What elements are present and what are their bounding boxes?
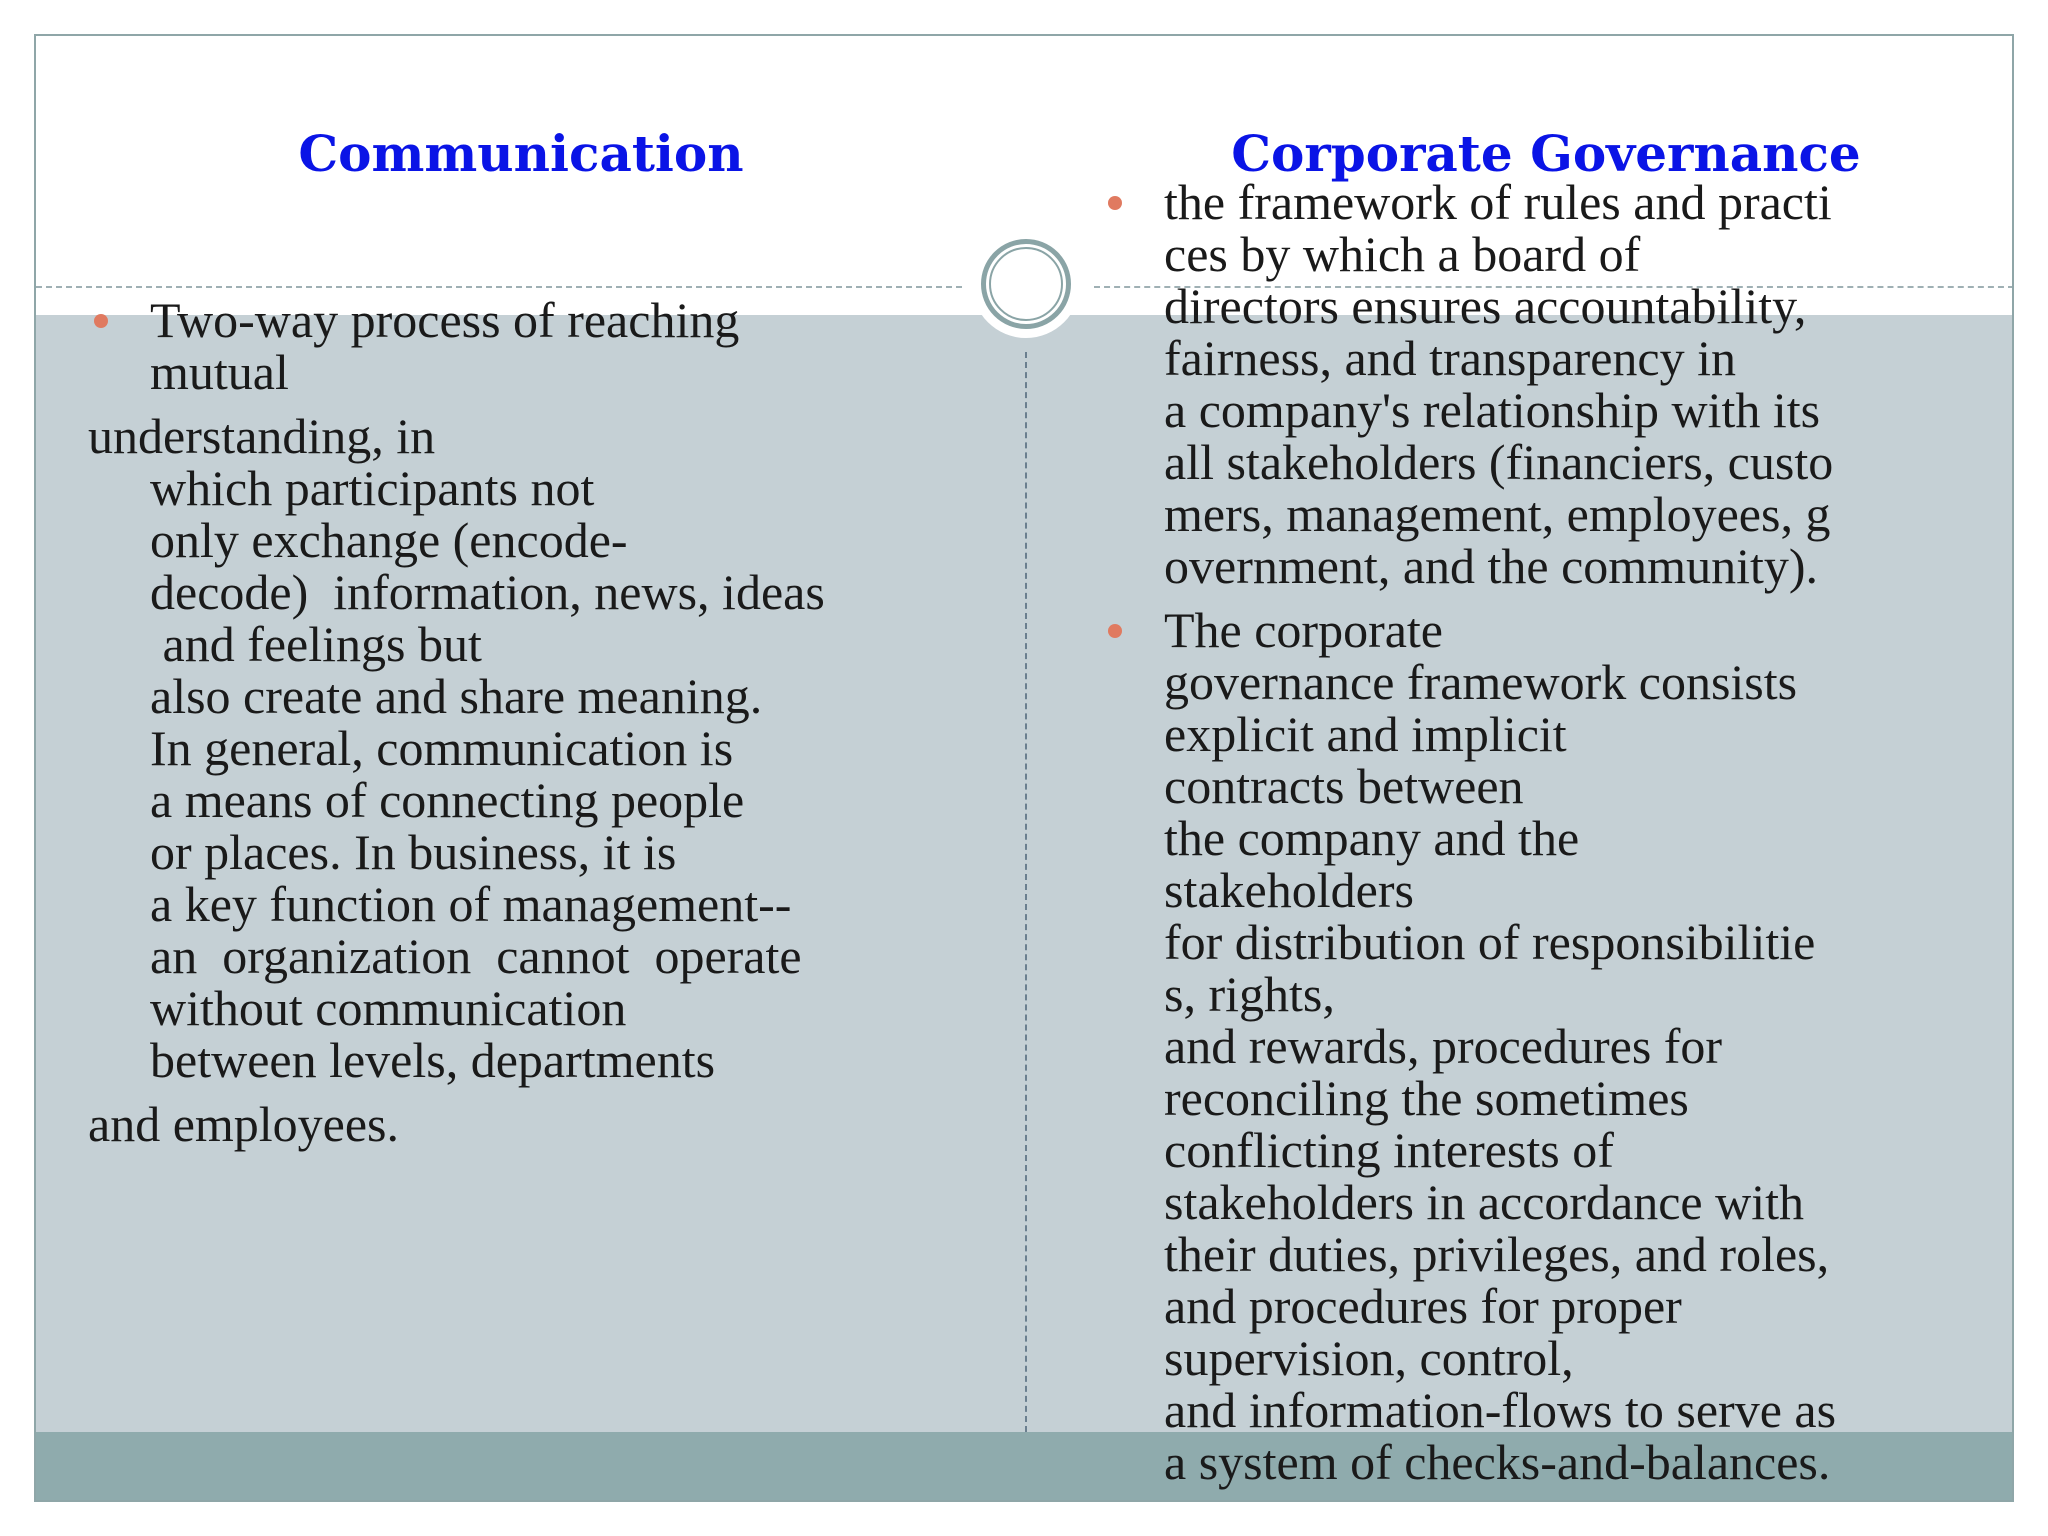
text-line: between levels, departments	[150, 1032, 716, 1088]
text-line: explicit and implicit	[1164, 706, 1567, 762]
list-item	[88, 294, 988, 398]
text-line: for distribution of responsibilitie	[1164, 914, 1816, 970]
text-line: mutual	[150, 344, 289, 400]
text-line: an organization cannot operate	[150, 928, 802, 984]
communication-column	[88, 294, 988, 1150]
text-line: their duties, privileges, and roles,	[1164, 1226, 1830, 1282]
right-heading: Corporate Governance	[1231, 124, 1861, 183]
text-line: all stakeholders (financiers, custo	[1164, 434, 1834, 490]
text-line: and rewards, procedures for	[1164, 1018, 1723, 1074]
text-line: a key function of management--	[150, 876, 792, 932]
divider-line-left	[36, 286, 962, 288]
text-line: decode) information, news, ideas	[150, 564, 825, 620]
text-line: without communication	[150, 980, 627, 1036]
text-line: fairness, and transparency in	[1164, 330, 1736, 386]
text-line: and feelings but	[150, 616, 482, 672]
circle-ornament-icon	[972, 230, 1080, 338]
text-line: mers, management, employees, g	[1164, 486, 1831, 542]
text-line: or places. In business, it is	[150, 824, 677, 880]
text-line: overnment, and the community).	[1164, 538, 1819, 594]
bullet-icon	[1108, 624, 1122, 638]
column-divider-line	[1025, 352, 1027, 1432]
text-line: governance framework consists	[1164, 654, 1798, 710]
left-heading: Communication	[298, 124, 744, 183]
text-line: and procedures for proper	[1164, 1278, 1682, 1334]
corporate-governance-column	[1102, 176, 2002, 1488]
text-line: the company and the	[1164, 810, 1580, 866]
text-line: The corporate	[1164, 602, 1444, 658]
bullet-icon	[94, 314, 108, 328]
bullet-icon	[1108, 196, 1122, 210]
text-line: supervision, control,	[1164, 1330, 1574, 1386]
list-item	[1102, 604, 2002, 1488]
text-line: and employees.	[88, 1096, 400, 1152]
text-line: stakeholders	[1164, 862, 1414, 918]
text-line: contracts between	[1164, 758, 1524, 814]
text-line: also create and share meaning.	[150, 668, 763, 724]
text-line: understanding, in	[88, 408, 436, 464]
text-line: reconciling the sometimes	[1164, 1070, 1689, 1126]
text-line: In general, communication is	[150, 720, 734, 776]
slide	[34, 34, 2014, 1502]
text-line: a company's relationship with its	[1164, 382, 1821, 438]
text-line: which participants not	[150, 460, 595, 516]
text-line: conflicting interests of	[1164, 1122, 1614, 1178]
text-line: directors ensures accountability,	[1164, 278, 1807, 334]
text-line: s, rights,	[1164, 966, 1335, 1022]
text-line: a system of checks-and-balances.	[1164, 1434, 1831, 1490]
text-line: and information-flows to serve as	[1164, 1382, 1837, 1438]
text-line: only exchange (encode-	[150, 512, 628, 568]
list-item	[1102, 176, 2002, 592]
text-line: ces by which a board of	[1164, 226, 1641, 282]
text-line: stakeholders in accordance with	[1164, 1174, 1805, 1230]
text-line: a means of connecting people	[150, 772, 745, 828]
text-line: Two-way process of reaching	[150, 292, 740, 348]
text-line: the framework of rules and practi	[1164, 174, 1832, 230]
